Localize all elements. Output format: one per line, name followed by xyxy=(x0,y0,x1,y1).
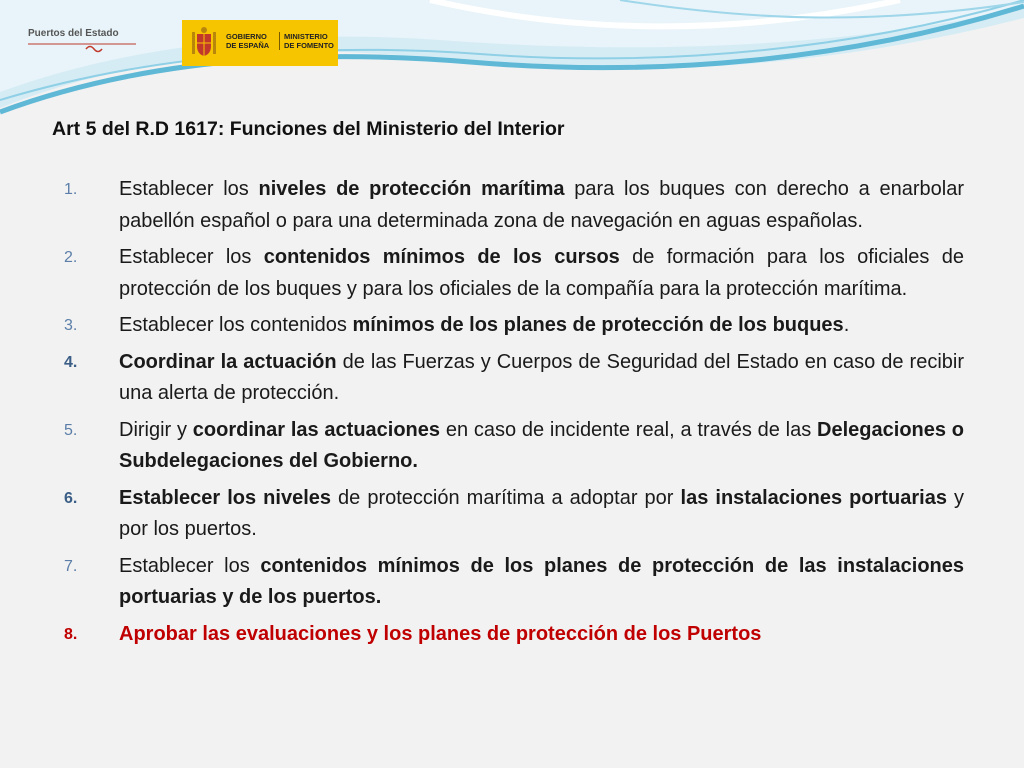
list-item-text: coordinar las actuaciones xyxy=(192,418,441,441)
list-item-text: contenidos mínimos de los cursos xyxy=(263,246,620,268)
list-item-text: de las Fuerzas y Cuerpos de Seguridad del Estado en caso de recibir una alerta de protección. xyxy=(119,350,964,404)
list-item xyxy=(64,483,964,546)
list-item xyxy=(64,619,964,651)
list-item-text: Coordinar la actuación xyxy=(119,350,337,373)
list-item xyxy=(64,415,964,478)
gobierno-espana-logo xyxy=(182,20,338,66)
list-item xyxy=(64,347,964,410)
list-item-text: Establecer los contenidos xyxy=(119,314,353,336)
list-item-text: Aprobar las evaluaciones y los planes de protección de los Puertos xyxy=(119,622,762,645)
org-name: Puertos del Estado xyxy=(28,28,119,39)
gobierno-label: GOBIERNO DE ESPAÑA xyxy=(226,32,270,50)
list-item-text: de formación para los oficiales de protección de los buques y para los oficiales de la compañía para la protección marítima. xyxy=(119,246,964,300)
list-item-number: 5. xyxy=(64,421,78,439)
list-item xyxy=(64,242,964,305)
list-item-text: contenidos mínimos de los planes de protección de las instalaciones portuarias y de los puertos. xyxy=(119,554,965,608)
ministerio-label: MINISTERIO DE FOMENTO xyxy=(279,32,334,50)
list-item xyxy=(64,174,964,237)
list-item-text: mínimos de los planes de protección de los buques xyxy=(352,314,844,336)
list-item-text: en caso de incidente real, a través de las xyxy=(440,418,818,441)
list-item-text: Establecer los niveles xyxy=(119,486,331,509)
list-item-number: 4. xyxy=(64,353,78,371)
list-item xyxy=(64,310,964,342)
list-item-text: Delegaciones o Subdelegaciones del Gobierno. xyxy=(119,418,964,472)
page-title: Art 5 del R.D 1617: Funciones del Ministerio del Interior xyxy=(52,118,565,140)
list-item-number: 3. xyxy=(64,317,78,334)
list-item-text: Establecer los xyxy=(119,178,259,200)
list-item-text: Establecer los xyxy=(119,554,261,577)
coat-of-arms-icon xyxy=(190,26,218,60)
wave-mark-icon xyxy=(28,40,138,54)
list-item-number: 2. xyxy=(64,249,78,266)
list-item-number: 1. xyxy=(64,181,78,198)
list-item-number: 7. xyxy=(64,557,78,575)
list-item-text: Establecer los xyxy=(119,246,264,268)
list-item-text: . xyxy=(843,314,850,336)
functions-list xyxy=(64,174,964,655)
list-item-text: y por los puertos. xyxy=(119,486,965,540)
list-item-text: Dirigir y xyxy=(119,418,193,441)
list-item-text: de protección marítima a adoptar por xyxy=(331,486,681,509)
puertos-del-estado-logo xyxy=(28,28,148,56)
list-item-text: las instalaciones portuarias xyxy=(680,486,947,509)
list-item-number: 6. xyxy=(64,489,78,507)
list-item-number: 8. xyxy=(64,625,78,643)
header-waves-decoration xyxy=(0,0,1024,120)
list-item xyxy=(64,551,964,614)
list-item-text: niveles de protección marítima xyxy=(258,178,565,200)
list-item-text: para los buques con derecho a enarbolar pabellón español o para una determinada zona de navegación en aguas españolas. xyxy=(119,178,964,232)
